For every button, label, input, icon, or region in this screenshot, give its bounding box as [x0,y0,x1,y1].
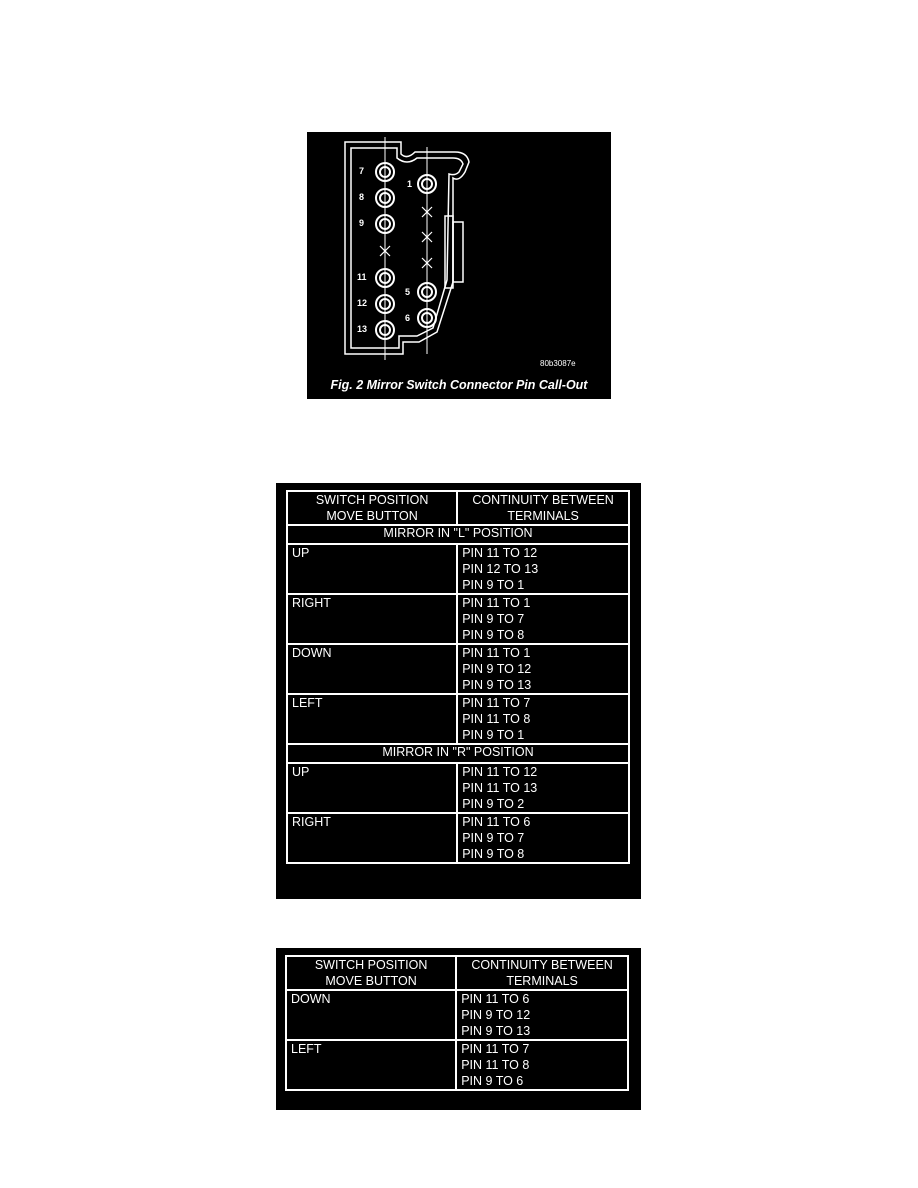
terminal-pair: PIN 9 TO 13 [462,678,532,692]
position-cell: UP [287,763,457,813]
terminals-cell [457,763,629,813]
pin-label-7: 7 [359,166,365,176]
terminal-pair: PIN 11 TO 7 [462,696,531,710]
table-row [287,544,629,594]
terminal-pair: PIN 9 TO 1 [462,578,525,592]
header-switch-position [286,956,456,990]
terminals-cell [457,644,629,694]
terminal-pair: PIN 11 TO 12 [462,546,538,560]
terminal-pair: PIN 9 TO 12 [461,1008,531,1022]
position-cell: DOWN [286,990,456,1040]
table-header-row [287,491,629,525]
terminal-pair: PIN 11 TO 6 [462,815,531,829]
terminal-pair: PIN 11 TO 8 [461,1058,530,1072]
pin-label-12: 12 [357,298,368,308]
terminals-cell [456,1040,628,1090]
terminal-pair: PIN 11 TO 6 [461,992,530,1006]
continuity-table-1-grid [286,490,630,864]
section-row-r [287,744,629,763]
pin-label-11: 11 [357,272,367,282]
terminals-cell [456,990,628,1040]
header-text: MOVE BUTTON [325,974,417,988]
pin-label-1: 1 [407,179,413,189]
position-cell: LEFT [287,694,457,744]
header-text: CONTINUITY BETWEEN [472,493,614,507]
continuity-table-2 [276,948,641,1110]
header-text: MOVE BUTTON [326,509,418,523]
pin-label-8: 8 [359,192,365,202]
table-header-row [286,956,628,990]
terminal-pair: PIN 9 TO 8 [462,628,525,642]
terminal-pair: PIN 11 TO 13 [462,781,538,795]
terminals-cell [457,694,629,744]
table-row [287,594,629,644]
header-text: SWITCH POSITION [314,958,428,972]
header-text: CONTINUITY BETWEEN [471,958,613,972]
terminals-cell [457,813,629,863]
terminal-pair: PIN 9 TO 6 [461,1074,524,1088]
continuity-table-1 [276,483,641,899]
section-title-l: MIRROR IN "L" POSITION [287,525,629,544]
position-cell: DOWN [287,644,457,694]
table-row [287,813,629,863]
table-row [287,694,629,744]
figure-caption: Fig. 2 Mirror Switch Connector Pin Call-Out [330,378,588,392]
terminal-pair: PIN 9 TO 7 [462,612,525,626]
continuity-table-2-grid [285,955,629,1091]
connector-figure [307,132,611,399]
terminal-pair: PIN 9 TO 8 [462,847,525,861]
section-title-r: MIRROR IN "R" POSITION [287,744,629,763]
terminal-pair: PIN 9 TO 7 [462,831,525,845]
terminal-pair: PIN 9 TO 2 [462,797,525,811]
position-cell: UP [287,544,457,594]
pin-label-6: 6 [405,313,411,323]
figure-id: 80b3087e [540,359,576,368]
header-continuity [456,956,628,990]
pin-label-9: 9 [359,218,365,228]
terminal-pair: PIN 11 TO 7 [461,1042,530,1056]
header-switch-position [287,491,457,525]
terminal-pair: PIN 9 TO 13 [461,1024,531,1038]
header-text: TERMINALS [507,509,579,523]
header-text: TERMINALS [506,974,578,988]
terminal-pair: PIN 9 TO 12 [462,662,532,676]
table-row [286,1040,628,1090]
terminal-pair: PIN 11 TO 1 [462,596,531,610]
header-text: SWITCH POSITION [315,493,429,507]
position-cell: RIGHT [287,594,457,644]
terminals-cell [457,544,629,594]
terminal-pair: PIN 12 TO 13 [462,562,539,576]
table-row [286,990,628,1040]
terminal-pair: PIN 11 TO 1 [462,646,531,660]
terminal-pair: PIN 11 TO 12 [462,765,538,779]
terminal-pair: PIN 11 TO 8 [462,712,531,726]
position-cell: RIGHT [287,813,457,863]
pin-label-5: 5 [405,287,411,297]
table-row [287,644,629,694]
terminal-pair: PIN 9 TO 1 [462,728,525,742]
table-row [287,763,629,813]
position-cell: LEFT [286,1040,456,1090]
header-continuity [457,491,629,525]
section-row-l [287,525,629,544]
pin-label-13: 13 [357,324,368,334]
terminals-cell [457,594,629,644]
